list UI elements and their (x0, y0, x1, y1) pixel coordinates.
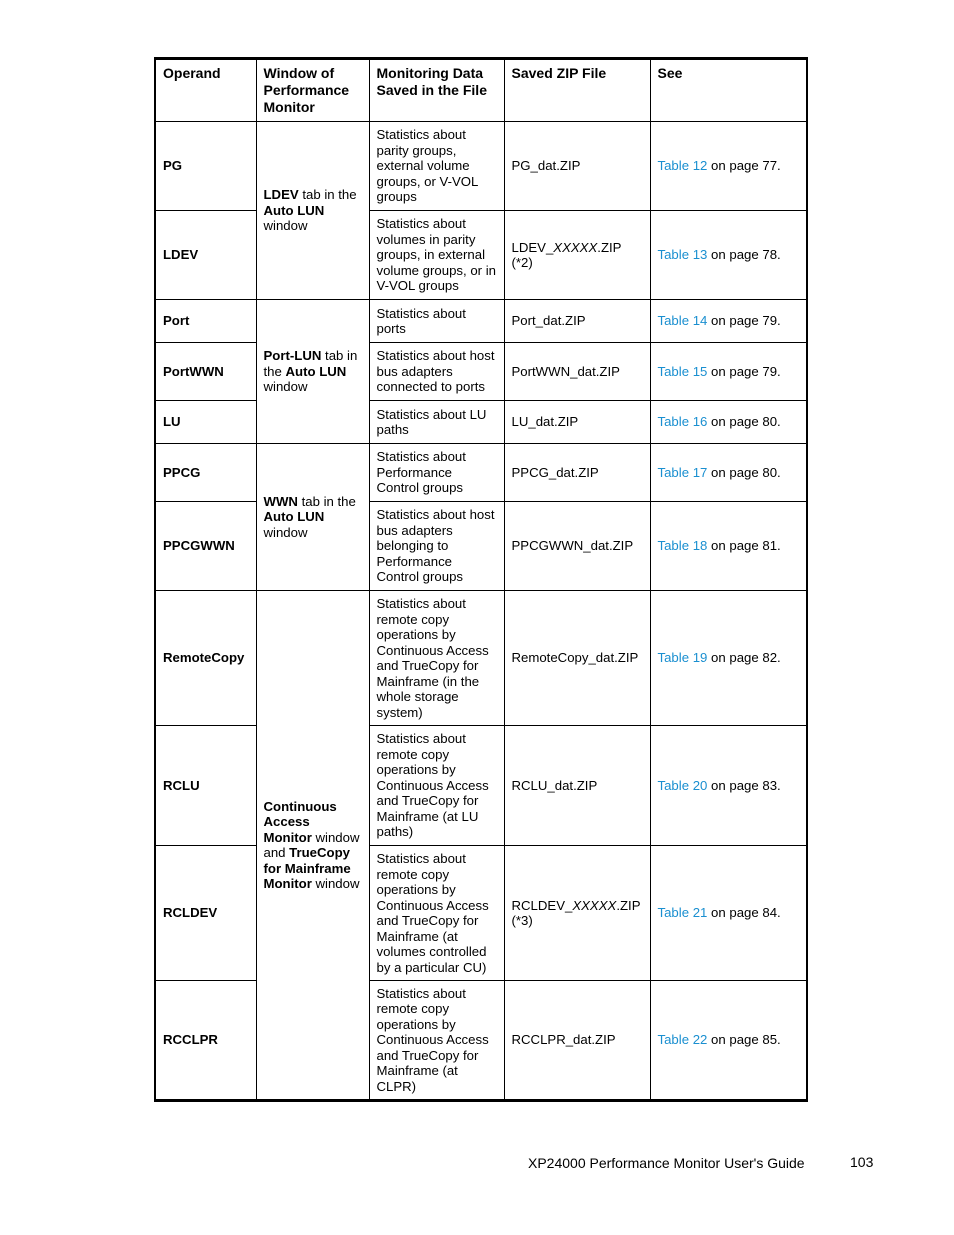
see-cell: Table 22 on page 85. (650, 981, 807, 1101)
table-row (155, 122, 807, 211)
footer-page-number: 103 (850, 1154, 874, 1170)
table-link[interactable]: Table 20 (657, 777, 708, 793)
see-cell: Table 19 on page 82. (650, 591, 807, 726)
operand-cell: PG (155, 122, 256, 211)
zip-cell: LDEV_XXXXX.ZIP (*2) (504, 211, 650, 300)
table-row (155, 343, 807, 401)
window-cell: LDEV tab in the Auto LUN window (256, 122, 369, 300)
operand-cell: PortWWN (155, 343, 256, 401)
see-cell: Table 20 on page 83. (650, 726, 807, 846)
operand-cell: LU (155, 401, 256, 444)
table-link[interactable]: Table 18 (657, 538, 708, 554)
data-cell: Statistics about host bus adapters connected to ports (369, 343, 504, 401)
window-cell: WWN tab in the Auto LUN window (256, 444, 369, 591)
data-cell: Statistics about Performance Control groups (369, 444, 504, 502)
table-row (155, 981, 807, 1101)
header-see: See (650, 59, 807, 122)
data-cell: Statistics about volumes in parity groups, in external volume groups, or in V-VOL groups (369, 211, 504, 300)
operand-cell: RCLU (155, 726, 256, 846)
data-cell: Statistics about ports (369, 300, 504, 343)
table-row (155, 300, 807, 343)
header-window: Window of Performance Monitor (256, 59, 369, 122)
see-cell: Table 14 on page 79. (650, 300, 807, 343)
table-row (155, 846, 807, 981)
table-row (155, 444, 807, 502)
table-link[interactable]: Table 21 (657, 905, 708, 921)
table-row (155, 401, 807, 444)
operand-cell: RemoteCopy (155, 591, 256, 726)
zip-cell: PG_dat.ZIP (504, 122, 650, 211)
header-operand: Operand (155, 59, 256, 122)
table-header-row (155, 59, 807, 122)
zip-cell: PPCGWWN_dat.ZIP (504, 502, 650, 591)
table-row (155, 591, 807, 726)
data-cell: Statistics about remote copy operations by Continuous Access and TrueCopy for Mainframe (at CLPR) (369, 981, 504, 1101)
operand-cell: LDEV (155, 211, 256, 300)
see-cell: Table 18 on page 81. (650, 502, 807, 591)
operand-cell: RCLDEV (155, 846, 256, 981)
zip-cell: RCCLPR_dat.ZIP (504, 981, 650, 1101)
zip-cell: Port_dat.ZIP (504, 300, 650, 343)
operand-cell: PPCG (155, 444, 256, 502)
table-link[interactable]: Table 13 (657, 247, 708, 263)
zip-cell: RCLU_dat.ZIP (504, 726, 650, 846)
table-link[interactable]: Table 14 (657, 313, 708, 329)
zip-cell: RemoteCopy_dat.ZIP (504, 591, 650, 726)
data-cell: Statistics about remote copy operations by Continuous Access and TrueCopy for Mainframe (at volumes controlled by a particular CU) (369, 846, 504, 981)
zip-cell: PortWWN_dat.ZIP (504, 343, 650, 401)
data-cell: Statistics about remote copy operations by Continuous Access and TrueCopy for Mainframe (at LU paths) (369, 726, 504, 846)
zip-cell: LU_dat.ZIP (504, 401, 650, 444)
see-cell: Table 17 on page 80. (650, 444, 807, 502)
see-cell: Table 12 on page 77. (650, 122, 807, 211)
zip-cell: RCLDEV_XXXXX.ZIP (*3) (504, 846, 650, 981)
data-cell: Statistics about parity groups, external volume groups, or V-VOL groups (369, 122, 504, 211)
footer-doc-title: XP24000 Performance Monitor User's Guide (528, 1155, 805, 1171)
table-link[interactable]: Table 17 (657, 464, 708, 480)
header-zip-file: Saved ZIP File (504, 59, 650, 122)
zip-cell: PPCG_dat.ZIP (504, 444, 650, 502)
data-cell: Statistics about remote copy operations by Continuous Access and TrueCopy for Mainframe (in the whole storage system) (369, 591, 504, 726)
table-link[interactable]: Table 15 (657, 363, 708, 379)
operand-cell: Port (155, 300, 256, 343)
see-cell: Table 15 on page 79. (650, 343, 807, 401)
operand-cell: RCCLPR (155, 981, 256, 1101)
data-cell: Statistics about host bus adapters belonging to Performance Control groups (369, 502, 504, 591)
table-link[interactable]: Table 22 (657, 1032, 708, 1048)
header-monitoring-data: Monitoring Data Saved in the File (369, 59, 504, 122)
see-cell: Table 21 on page 84. (650, 846, 807, 981)
table-row (155, 211, 807, 300)
window-cell: Port-LUN tab in the Auto LUN window (256, 300, 369, 444)
table-link[interactable]: Table 16 (657, 414, 708, 430)
operand-cell: PPCGWWN (155, 502, 256, 591)
see-cell: Table 16 on page 80. (650, 401, 807, 444)
data-cell: Statistics about LU paths (369, 401, 504, 444)
table-link[interactable]: Table 19 (657, 650, 708, 666)
operand-table (154, 57, 808, 1102)
see-cell: Table 13 on page 78. (650, 211, 807, 300)
table-link[interactable]: Table 12 (657, 158, 708, 174)
table-row (155, 726, 807, 846)
table-row (155, 502, 807, 591)
window-cell: Continuous Access Monitor window and TrueCopy for Mainframe Monitor window (256, 591, 369, 1101)
